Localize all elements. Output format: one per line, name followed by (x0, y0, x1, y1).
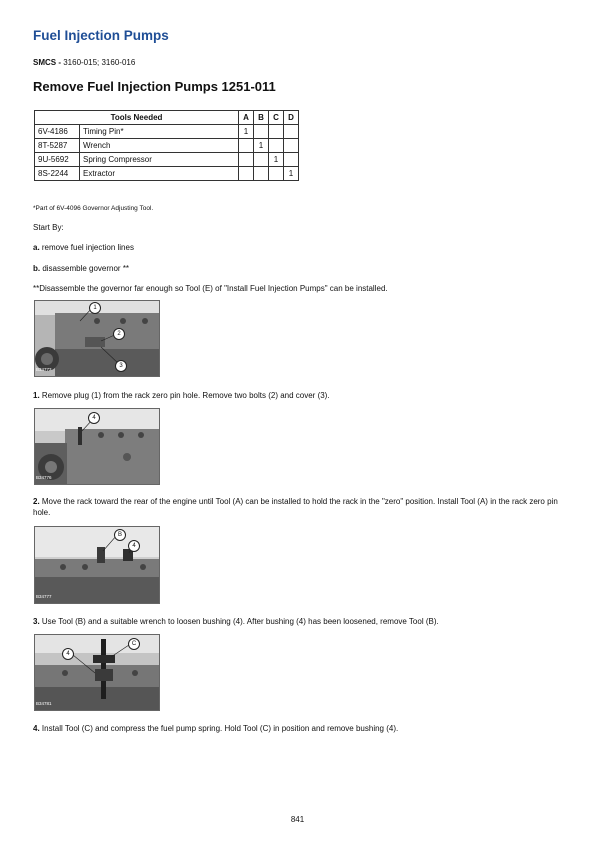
callout-4: 4 (128, 540, 140, 552)
qty-d: 1 (284, 167, 299, 181)
procedure-title: Remove Fuel Injection Pumps 1251-011 (33, 79, 276, 94)
tool-name: Wrench (80, 139, 239, 153)
qty-a (239, 167, 254, 181)
engine-photo-2 (34, 408, 160, 485)
figure-code: B34776 (36, 475, 52, 480)
qty-d (284, 153, 299, 167)
table-row (35, 125, 299, 139)
qty-b (254, 167, 269, 181)
engine-photo-1 (34, 300, 160, 377)
table-header-row (35, 111, 299, 125)
qty-a (239, 153, 254, 167)
governor-note: **Disassemble the governor far enough so Tool (E) of "Install Fuel Injection Pumps" can be installed. (33, 284, 388, 293)
callout-b: B (114, 529, 126, 541)
qty-c (269, 125, 284, 139)
part-number: 9U-5692 (35, 153, 80, 167)
prereq-item (33, 242, 134, 253)
figure-code: B34777 (36, 594, 52, 599)
qty-b (254, 125, 269, 139)
table-header-tools: Tools Needed (35, 111, 239, 125)
callout-4: 4 (62, 648, 74, 660)
tools-needed-table (34, 110, 299, 181)
prereq-text: disassemble governor ** (40, 264, 130, 273)
table-row (35, 153, 299, 167)
prereq-label: b. (33, 264, 41, 273)
figure-code: B34773 (36, 367, 52, 372)
step-number: 3. (33, 617, 40, 626)
qty-a (239, 139, 254, 153)
callout-2: 2 (113, 328, 125, 340)
smcs-label: SMCS - (33, 58, 61, 67)
qty-b (254, 153, 269, 167)
qty-c (269, 167, 284, 181)
table-header-b: B (254, 111, 269, 125)
step-text: Remove plug (1) from the rack zero pin hole. Remove two bolts (2) and cover (3). (39, 391, 330, 400)
step-text: Use Tool (B) and a suitable wrench to loosen bushing (4). After bushing (4) has been loosened, remove Tool (B). (39, 617, 439, 626)
step-4 (33, 723, 563, 734)
step-3 (33, 616, 563, 627)
qty-c (269, 139, 284, 153)
step-text: Move the rack toward the rear of the engine until Tool (A) can be installed to hold the rack in the "zero" position. Install Tool (A) in the rack zero pin hole. (33, 497, 558, 517)
figure-code: B34781 (36, 701, 52, 706)
engine-photo-3 (34, 526, 160, 604)
table-footnote: *Part of 6V-4096 Governor Adjusting Tool. (33, 205, 154, 212)
prereq-text: remove fuel injection lines (39, 243, 134, 252)
part-number: 8T-5287 (35, 139, 80, 153)
table-header-a: A (239, 111, 254, 125)
tool-name: Extractor (80, 167, 239, 181)
callout-1: 1 (89, 302, 101, 314)
table-header-d: D (284, 111, 299, 125)
tool-name: Timing Pin* (80, 125, 239, 139)
step-2 (33, 496, 558, 518)
step-1 (33, 390, 563, 401)
section-title: Fuel Injection Pumps (33, 28, 169, 43)
step-number: 2. (33, 497, 40, 506)
step-text: Install Tool (C) and compress the fuel pump spring. Hold Tool (C) in position and remove bushing (4). (39, 724, 399, 733)
tool-name: Spring Compressor (80, 153, 239, 167)
smcs-values: 3160-015; 3160-016 (61, 58, 136, 67)
callout-4: 4 (88, 412, 100, 424)
page-number: 841 (290, 815, 305, 824)
step-number: 1. (33, 391, 40, 400)
part-number: 8S-2244 (35, 167, 80, 181)
step-number: 4. (33, 724, 40, 733)
callout-c: C (128, 638, 140, 650)
callout-3: 3 (115, 360, 127, 372)
qty-c: 1 (269, 153, 284, 167)
part-number: 6V-4186 (35, 125, 80, 139)
qty-d (284, 139, 299, 153)
table-row (35, 139, 299, 153)
engine-photo-4 (34, 634, 160, 711)
start-by-label: Start By: (33, 223, 64, 232)
prereq-item (33, 263, 129, 274)
qty-d (284, 125, 299, 139)
qty-b: 1 (254, 139, 269, 153)
qty-a: 1 (239, 125, 254, 139)
table-row (35, 167, 299, 181)
smcs-codes (33, 58, 135, 67)
table-header-c: C (269, 111, 284, 125)
prereq-label: a. (33, 243, 40, 252)
